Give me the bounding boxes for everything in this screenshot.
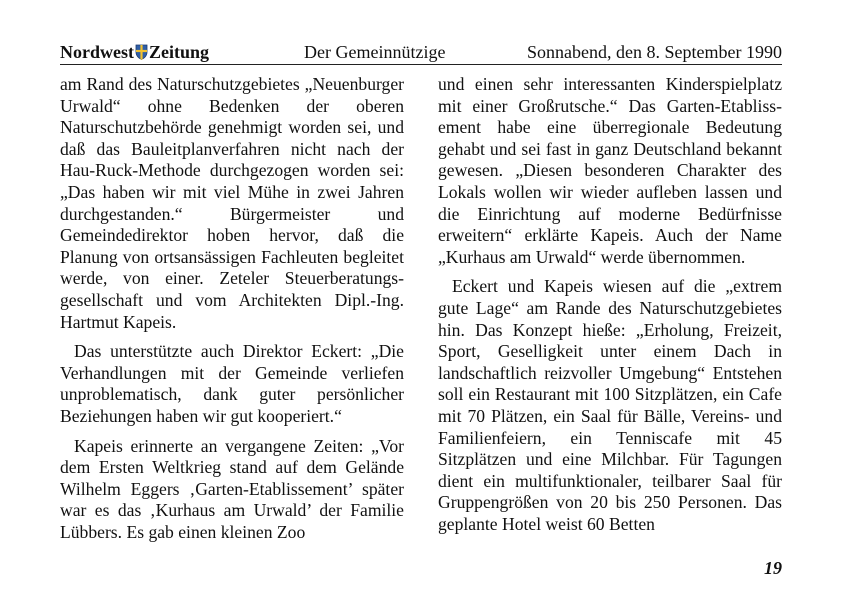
article-column-left	[60, 74, 404, 551]
page-number: 19	[764, 558, 782, 578]
paragraph: Kapeis erinnerte an vergangene Zeiten: „Vor dem Ersten Weltkrieg stand auf dem Gelände Wilhelm Eggers ‚Garten-Etablissement’ später war es das ‚Kurhaus am Urwald’ der Familie Lübbers. Es gab einen kleinen Zoo	[60, 435, 404, 542]
paragraph: am Rand des Naturschutzgebietes „Neuenburger Urwald“ ohne Bedenken der oberen Naturschutzbehörde genehmigt worden sei, und daß das Bauleitplanverfahren nicht nach der Hau-Ruck-Methode durchgezogen worden sei: „Das haben wir mit viel Mühe in zwei Jahren durchgestanden.“ Bürgermeister und Gemeindedirektor hoben hervor, daß die Planung von ortsansässigen Fachleuten begleitet werde, von einer. Zeteler Steuerberatungsgesellschaft und vom Architekten Dipl.-Ing. Hartmut Kapeis.	[60, 74, 404, 332]
brand-name-right: Zeitung	[149, 42, 210, 62]
issue-date: Sonnabend, den 8. September 1990	[527, 42, 782, 62]
coat-of-arms-icon	[135, 44, 148, 60]
paragraph: Das unterstützte auch Direktor Eckert: „Die Verhandlungen mit der Gemeinde verliefen unproblematisch, dank guter persönlicher Beziehungen haben wir gut kooperiert.“	[60, 341, 404, 426]
article-column-right	[438, 74, 782, 543]
page-header	[60, 40, 782, 65]
newspaper-brand	[60, 40, 209, 64]
section-title: Der Gemeinnützige	[304, 42, 446, 62]
paragraph: und einen sehr interessanten Kinderspielplatz mit einer Großrutsche.“ Das Garten-Etablissement habe eine überregionale Bedeutung gehabt und sei fast in ganz Deutschland bekannt gewesen. „Diesen besonderen Charakter des Lokals wollen wir wieder aufleben lassen und die Einrichtung auf moderne Bedürfnisse erweitern“ erklärte Kapeis. Auch der Name „Kurhaus am Urwald“ werde übernommen.	[438, 74, 782, 267]
paragraph: Eckert und Kapeis wiesen auf die „extrem gute Lage“ am Rande des Naturschutzgebietes hin. Das Konzept hieße: „Erholung, Freizeit, Sport, Geselligkeit unter einem Dach in landschaftlich reizvoller Umgebung“ Entstehen soll ein Restaurant mit 100 Sitzplätzen, ein Cafe mit 70 Plätzen, ein Saal für Bälle, Vereins- und Familienfeiern, ein Tenniscafe mit 45 Sitzplätzen und eine Milchbar. Für Tagungen dient ein multifunktionaler, teilbarer Saal für Gruppengrößen von 20 bis 250 Personen. Das geplante Hotel weist 60 Betten	[438, 276, 782, 534]
brand-name-left: Nordwest	[60, 42, 134, 62]
